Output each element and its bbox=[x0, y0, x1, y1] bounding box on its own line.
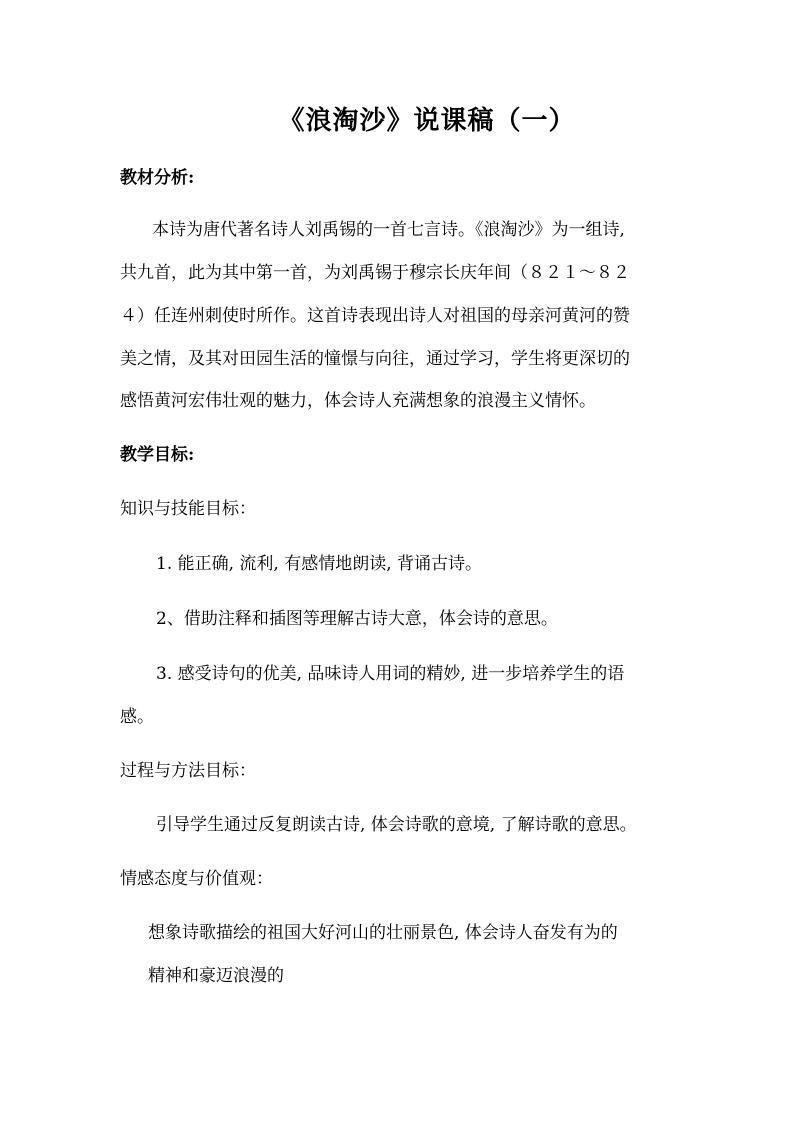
analysis-line-2: 共九首，此为其中第一首，为刘禹锡于穆宗长庆年间（８２１～８２ bbox=[120, 263, 630, 283]
analysis-line-1: 本诗为唐代著名诗人刘禹锡的一首七言诗。《浪淘沙》为一组诗, bbox=[152, 220, 625, 240]
analysis-heading: 教材分析: bbox=[120, 168, 195, 188]
knowledge-heading: 知识与技能目标： bbox=[120, 499, 256, 519]
knowledge-item-1: 1. 能正确, 流利, 有感情地朗读, 背诵古诗。 bbox=[156, 554, 483, 574]
analysis-line-5: 感悟黄河宏伟壮观的魅力，体会诗人充满想象的浪漫主义情怀。 bbox=[120, 391, 596, 411]
analysis-line-4: 美之情，及其对田园生活的憧憬与向往，通过学习，学生将更深切的 bbox=[120, 349, 630, 369]
emotion-line-2: 精神和豪迈浪漫的 bbox=[148, 966, 284, 986]
emotion-line-1: 想象诗歌描绘的祖国大好河山的壮丽景色, 体会诗人奋发有为的 bbox=[148, 923, 618, 943]
page-title: 《浪淘沙》说课稿（一） bbox=[278, 106, 576, 136]
process-heading: 过程与方法目标： bbox=[120, 761, 256, 781]
process-line: 引导学生通过反复朗读古诗, 体会诗歌的意境, 了解诗歌的意思。 bbox=[156, 815, 637, 835]
emotion-heading: 情感态度与价值观： bbox=[120, 869, 273, 889]
analysis-line-3: ４）任连州刺使时所作。这首诗表现出诗人对祖国的母亲河黄河的赞 bbox=[120, 306, 630, 326]
goals-heading: 教学目标: bbox=[120, 445, 195, 465]
knowledge-item-2: 2、借助注释和插图等理解古诗大意，体会诗的意思。 bbox=[156, 609, 558, 629]
knowledge-item-3: 3. 感受诗句的优美, 品味诗人用词的精妙, 进一步培养学生的语 bbox=[156, 664, 625, 684]
knowledge-item-3-continued: 感。 bbox=[120, 707, 154, 727]
